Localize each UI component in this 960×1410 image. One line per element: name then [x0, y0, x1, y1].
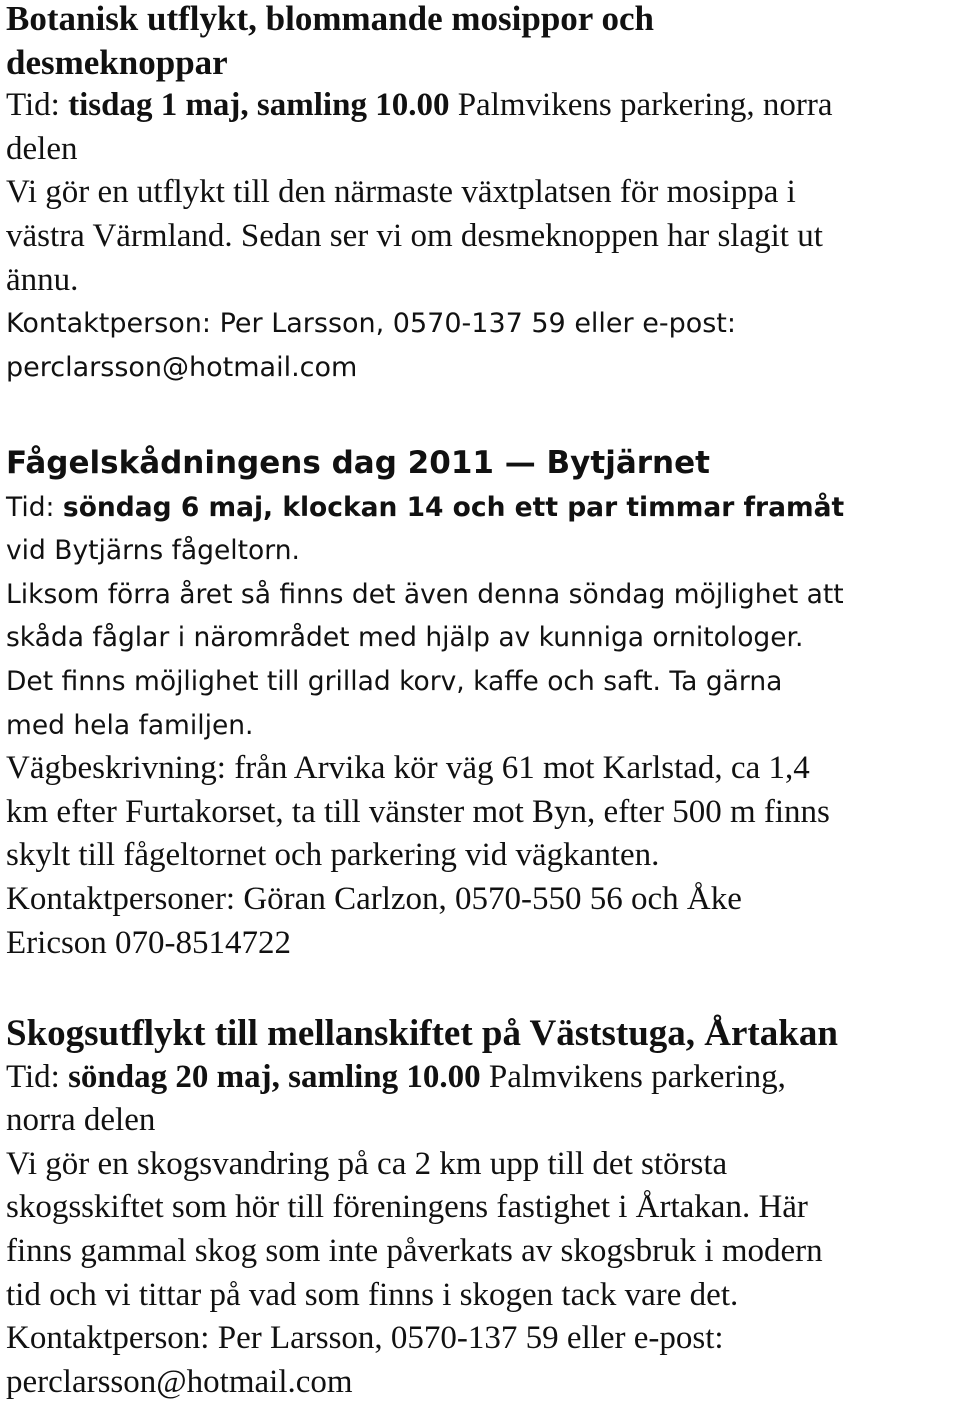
event-title-line-1: Botanisk utflykt, blommande mosippor och: [6, 0, 654, 38]
event-contact-email: perclarsson@hotmail.com: [6, 1363, 353, 1400]
time-value: söndag 6 maj, klockan 14 och ett par timmar framåt: [62, 491, 845, 523]
event-body-line: skåda fåglar i närområdet med hjälp av kunniga ornitologer.: [6, 622, 804, 654]
time-label: Tid:: [6, 1058, 69, 1095]
event-body-line: ännu.: [6, 261, 79, 298]
time-location: Palmvikens parkering, norra: [449, 87, 833, 124]
event-time-continued: norra delen: [6, 1102, 156, 1139]
time-value: tisdag 1 maj, samling 10.00: [68, 87, 450, 124]
event-body-line: Vi gör en utflykt till den närmaste växtplatsen för mosippa i: [6, 174, 796, 211]
event-body-line: tid och vi tittar på vad som finns i skogen tack vare det.: [6, 1276, 739, 1313]
event-time: [6, 486, 844, 530]
event-title-line-2: desmeknoppar: [6, 42, 228, 82]
event-directions-line: Vägbeskrivning: från Arvika kör väg 61 mot Karlstad, ca 1,4: [6, 750, 810, 787]
time-label: Tid:: [6, 87, 69, 124]
event-botanisk-utflykt: [6, 0, 833, 389]
time-value: söndag 20 maj, samling 10.00: [68, 1058, 481, 1095]
event-body-line: Vi gör en skogsvandring på ca 2 km upp till det största: [6, 1145, 728, 1182]
event-contact-line: Kontaktpersoner: Göran Carlzon, 0570-550 56 och Åke: [6, 880, 742, 917]
event-title: Fågelskådningens dag 2011 — Bytjärnet: [6, 445, 710, 481]
event-directions-line: skylt till fågeltornet och parkering vid vägkanten.: [6, 837, 660, 874]
event-body-line: Det finns möjlighet till grillad korv, kaffe och saft. Ta gärna: [6, 665, 783, 697]
event-contact-email: perclarsson@hotmail.com: [6, 351, 358, 383]
event-body-line: Liksom förra året så finns det även denna söndag möjlighet att: [6, 578, 844, 610]
event-body-line: med hela familjen.: [6, 709, 254, 741]
event-fagelskadningens-dag: [6, 442, 844, 965]
event-body-line: vid Bytjärns fågeltorn.: [6, 535, 300, 567]
event-contact-line: Kontaktperson: Per Larsson, 0570-137 59 eller e-post:: [6, 308, 736, 340]
event-directions-line: km efter Furtakorset, ta till vänster mot Byn, efter 500 m finns: [6, 793, 830, 830]
event-skogsutflykt: [6, 1012, 838, 1404]
event-body-line: skogsskiftet som hör till föreningens fastighet i Årtakan. Här: [6, 1189, 808, 1226]
event-contact-line: Ericson 070-8514722: [6, 924, 292, 961]
time-location: Palmvikens parkering,: [480, 1058, 786, 1095]
event-time: [6, 1056, 838, 1100]
event-contact-line: Kontaktperson: Per Larsson, 0570-137 59 eller e-post:: [6, 1320, 724, 1357]
event-time-continued: delen: [6, 130, 78, 167]
time-label: Tid:: [6, 491, 63, 523]
event-title: Skogsutflykt till mellanskiftet på Väststuga, Årtakan: [6, 1013, 838, 1054]
event-time: [6, 84, 833, 128]
event-body-line: finns gammal skog som inte påverkats av skogsbruk i modern: [6, 1232, 823, 1269]
event-body-line: västra Värmland. Sedan ser vi om desmeknoppen har slagit ut: [6, 217, 823, 254]
